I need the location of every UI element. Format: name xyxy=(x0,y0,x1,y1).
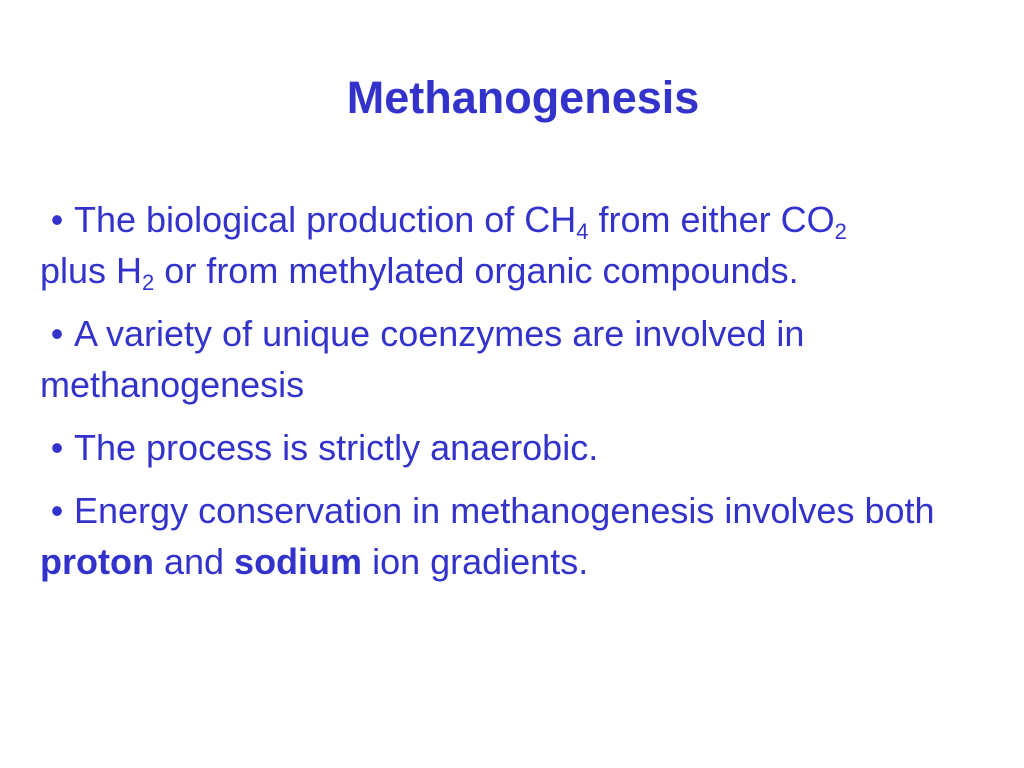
subscript: 4 xyxy=(576,219,589,244)
bullet-4-text-part: Energy conservation in methanogenesis involves both xyxy=(74,490,935,531)
bullet-4-text-part: and xyxy=(153,541,235,582)
slide-title: Methanogenesis xyxy=(346,72,700,123)
bullet-item-4 xyxy=(40,485,1000,587)
subscript: 2 xyxy=(142,270,155,295)
bullet-marker: • xyxy=(50,313,64,354)
bullet-item-2 xyxy=(40,308,1000,410)
bullet-marker: • xyxy=(50,199,64,240)
bullet-1-text-part: from either CO xyxy=(588,199,835,240)
bold-term-sodium: sodium xyxy=(234,541,363,582)
bold-term-proton: proton xyxy=(40,541,154,582)
bullet-marker: • xyxy=(50,427,64,468)
bullet-item-3 xyxy=(40,422,1000,473)
subscript: 2 xyxy=(834,219,847,244)
bullet-1-text-part: The biological production of CH xyxy=(74,199,577,240)
bullet-2-text: A variety of unique coenzymes are involved in methanogenesis xyxy=(40,313,805,405)
bullet-1-text-part: plus H xyxy=(40,250,143,291)
bullet-1-text-part: or from methylated organic compounds. xyxy=(154,250,799,291)
bullet-4-text-part: ion gradients. xyxy=(362,541,589,582)
bullet-list xyxy=(40,194,1000,587)
bullet-item-1 xyxy=(40,194,1000,296)
bullet-marker: • xyxy=(50,490,64,531)
bullet-3-text: The process is strictly anaerobic. xyxy=(74,427,599,468)
